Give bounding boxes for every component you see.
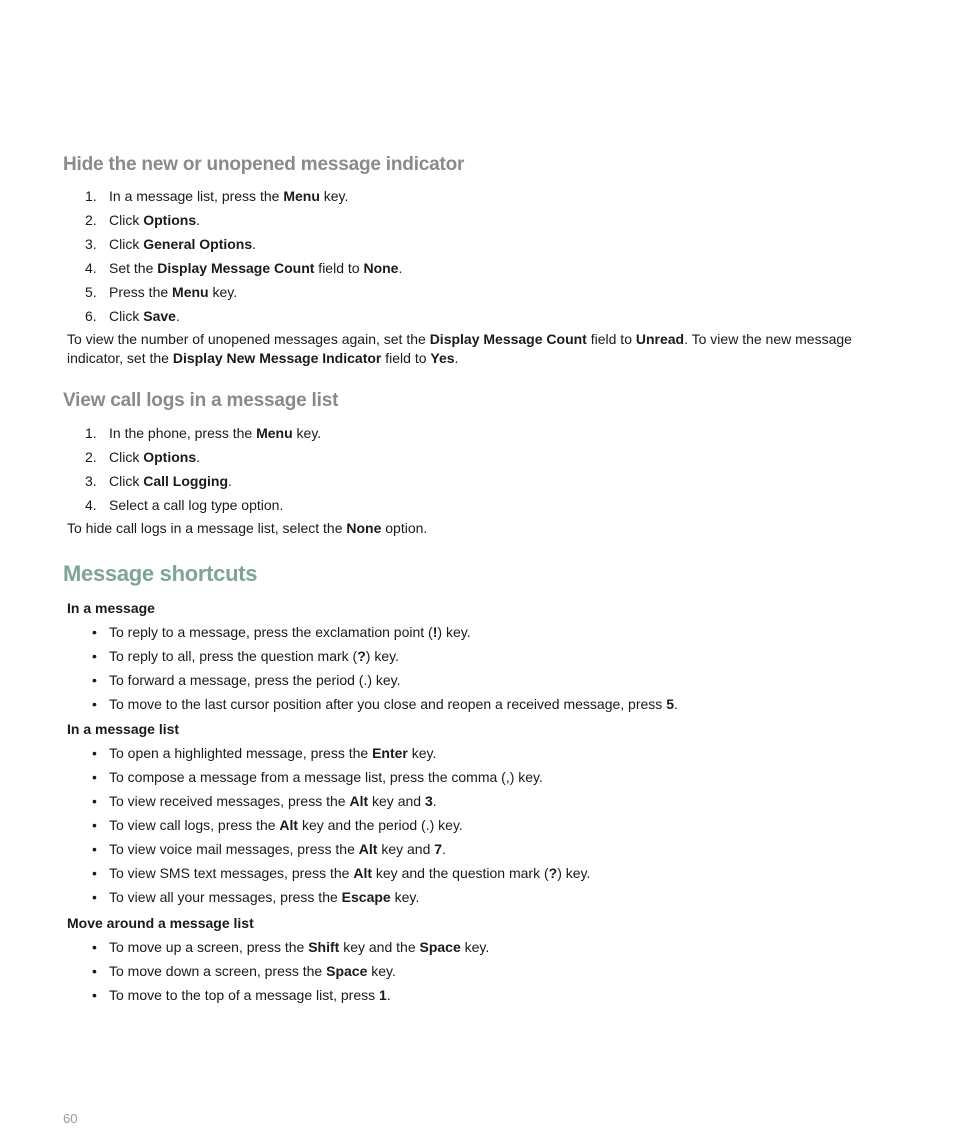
text-run: Click [109, 212, 144, 228]
step-number: 3. [85, 236, 97, 252]
shortcut-text [109, 765, 543, 789]
step-number: 1. [85, 425, 97, 441]
bold-term: Alt [279, 817, 299, 833]
text-run: key and the [339, 939, 420, 955]
text-run: To compose a message from a message list, press the comma (,) key. [109, 769, 543, 785]
text-run: In a message list, press the [109, 188, 284, 204]
text-run: . [454, 350, 459, 366]
step-item [0, 469, 954, 493]
bold-term: Escape [341, 889, 391, 905]
step-text [109, 421, 321, 445]
bold-term: Yes [430, 350, 455, 366]
shortcut-item [0, 935, 954, 959]
step-item [0, 445, 954, 469]
bold-term: Menu [283, 188, 320, 204]
bold-term: Shift [308, 939, 340, 955]
bullet-icon: • [92, 696, 97, 712]
text-run: In the phone, press the [109, 425, 257, 441]
step-text [109, 232, 256, 256]
step-number: 5. [85, 284, 97, 300]
step-text [109, 493, 283, 517]
text-run: . [398, 260, 403, 276]
bullet-icon: • [92, 624, 97, 640]
text-run: key. [407, 745, 437, 761]
step-text [109, 256, 402, 280]
bold-term: None [346, 520, 382, 536]
step-item [0, 208, 954, 232]
text-run: To view all your messages, press the [109, 889, 342, 905]
text-run: Click [109, 308, 144, 324]
bullet-icon: • [92, 648, 97, 664]
text-run: . To view the new message indicator, set the [67, 331, 852, 366]
shortcut-item [0, 789, 954, 813]
bullet-icon: • [92, 817, 97, 833]
text-run: Set the [109, 260, 158, 276]
shortcut-item [0, 983, 954, 1007]
text-run: Select a call log type option. [109, 497, 284, 513]
text-run: To move to the top of a message list, press [109, 987, 380, 1003]
text-run: To view voice mail messages, press the [109, 841, 359, 857]
shortcut-item [0, 692, 954, 716]
text-run: To move up a screen, press the [109, 939, 309, 955]
shortcut-text [109, 813, 463, 837]
step-item [0, 256, 954, 280]
shortcut-list-in-a-message [0, 620, 954, 716]
bold-term: Display New Message Indicator [172, 350, 382, 366]
bold-term: Menu [172, 284, 209, 300]
step-number: 2. [85, 449, 97, 465]
text-run: To open a highlighted message, press the [109, 745, 373, 761]
bold-term: Display Message Count [429, 331, 587, 347]
step-text [109, 469, 232, 493]
shortcut-text [109, 959, 396, 983]
step-number: 4. [85, 497, 97, 513]
bullet-icon: • [92, 745, 97, 761]
text-run: ) key. [437, 624, 471, 640]
bold-term: ? [548, 865, 558, 881]
shortcut-text [109, 983, 391, 1007]
section-heading-call-logs: View call logs in a message list [63, 390, 339, 411]
shortcut-item [0, 765, 954, 789]
text-run: . [252, 236, 257, 252]
bold-term: ! [432, 624, 438, 640]
shortcut-item [0, 644, 954, 668]
step-item [0, 280, 954, 304]
bold-term: Options [143, 212, 197, 228]
text-run: . [432, 793, 437, 809]
text-run: . [673, 696, 678, 712]
text-run: . [386, 987, 391, 1003]
shortcut-text [109, 885, 419, 909]
step-item [0, 493, 954, 517]
shortcut-list-in-a-message-list [0, 741, 954, 909]
text-run: key and [377, 841, 435, 857]
bold-term: Enter [372, 745, 408, 761]
bold-term: None [363, 260, 399, 276]
shortcut-text [109, 861, 590, 885]
text-run: . [196, 212, 201, 228]
bullet-icon: • [92, 939, 97, 955]
bullet-icon: • [92, 865, 97, 881]
step-number: 3. [85, 473, 97, 489]
bold-term: 1 [379, 987, 387, 1003]
step-number: 1. [85, 188, 97, 204]
text-run: field to [381, 350, 431, 366]
text-run: Click [109, 236, 144, 252]
text-run: key. [460, 939, 490, 955]
bold-term: Options [143, 449, 197, 465]
bold-term: Save [143, 308, 176, 324]
shortcut-text [109, 692, 678, 716]
step-text [109, 184, 348, 208]
shortcut-text [109, 935, 489, 959]
bold-term: Menu [256, 425, 293, 441]
bold-term: 5 [666, 696, 674, 712]
shortcut-text [109, 620, 471, 644]
step-number: 2. [85, 212, 97, 228]
step-item [0, 184, 954, 208]
shortcut-item [0, 741, 954, 765]
bold-term: Alt [358, 841, 378, 857]
text-run: To hide call logs in a message list, select the [67, 520, 347, 536]
subheading-in-a-message: In a message [67, 600, 155, 616]
bold-term: 3 [424, 793, 433, 809]
text-run: . [228, 473, 232, 489]
text-run: To reply to all, press the question mark ( [109, 648, 358, 664]
text-run: key. [367, 963, 396, 979]
shortcut-text [109, 668, 401, 692]
bullet-icon: • [92, 672, 97, 688]
text-run: key. [292, 425, 322, 441]
shortcut-item [0, 885, 954, 909]
bullet-icon: • [92, 793, 97, 809]
bold-term: Alt [353, 865, 372, 881]
bold-term: Alt [349, 793, 369, 809]
text-run: ) key. [365, 648, 399, 664]
text-run: option. [381, 520, 428, 536]
bullet-icon: • [92, 841, 97, 857]
text-run: ) key. [557, 865, 591, 881]
step-number: 6. [85, 308, 97, 324]
shortcut-item [0, 959, 954, 983]
text-run: key and the period (.) key. [298, 817, 463, 833]
section-heading-hide-indicator: Hide the new or unopened message indicator [63, 154, 465, 175]
text-run: key and the question mark ( [372, 865, 549, 881]
step-item [0, 232, 954, 256]
bold-term: Display Message Count [157, 260, 315, 276]
text-run: . [442, 841, 446, 857]
step-item [0, 421, 954, 445]
bullet-icon: • [92, 987, 97, 1003]
step-text [109, 304, 180, 328]
text-run: To view received messages, press the [109, 793, 350, 809]
shortcut-text [109, 837, 446, 861]
text-run: To forward a message, press the period (.) key. [109, 672, 401, 688]
note-call-logs [67, 519, 907, 538]
step-text [109, 280, 237, 304]
text-run: To reply to a message, press the exclamation point ( [109, 624, 433, 640]
bullet-icon: • [92, 769, 97, 785]
note-hide-indicator [67, 330, 907, 368]
step-number: 4. [85, 260, 97, 276]
text-run: . [196, 449, 201, 465]
text-run: . [175, 308, 180, 324]
shortcut-text [109, 789, 437, 813]
steps-list-hide-indicator [0, 184, 954, 328]
text-run: To view the number of unopened messages again, set the [67, 331, 430, 347]
shortcut-item [0, 620, 954, 644]
text-run: key. [390, 889, 420, 905]
text-run: Press the [109, 284, 173, 300]
step-text [109, 445, 200, 469]
subheading-in-a-message-list: In a message list [67, 721, 180, 737]
text-run: key and [368, 793, 425, 809]
text-run: field to [314, 260, 364, 276]
shortcut-list-move-around [0, 935, 954, 1007]
bullet-icon: • [92, 889, 97, 905]
text-run: key. [319, 188, 349, 204]
step-item [0, 304, 954, 328]
shortcut-item [0, 813, 954, 837]
shortcut-item [0, 861, 954, 885]
text-run: To move down a screen, press the [109, 963, 327, 979]
text-run: To view SMS text messages, press the [109, 865, 354, 881]
text-run: field to [586, 331, 636, 347]
shortcut-text [109, 644, 399, 668]
text-run: Click [109, 449, 144, 465]
bold-term: Call Logging [143, 473, 228, 489]
text-run: To view call logs, press the [109, 817, 280, 833]
bold-term: Space [326, 963, 368, 979]
bold-term: General Options [143, 236, 253, 252]
shortcut-item [0, 668, 954, 692]
subheading-move-around: Move around a message list [67, 915, 254, 931]
steps-list-call-logs [0, 421, 954, 517]
text-run: key. [208, 284, 238, 300]
bold-term: ? [357, 648, 366, 664]
bold-term: 7 [434, 841, 443, 857]
section-heading-shortcuts: Message shortcuts [63, 561, 258, 586]
text-run: To move to the last cursor position after you close and reopen a received message, press [109, 696, 667, 712]
bold-term: Space [419, 939, 461, 955]
page-number: 60 [63, 1111, 78, 1126]
step-text [109, 208, 200, 232]
bullet-icon: • [92, 963, 97, 979]
bold-term: Unread [635, 331, 685, 347]
shortcut-item [0, 837, 954, 861]
shortcut-text [109, 741, 436, 765]
text-run: Click [109, 473, 144, 489]
